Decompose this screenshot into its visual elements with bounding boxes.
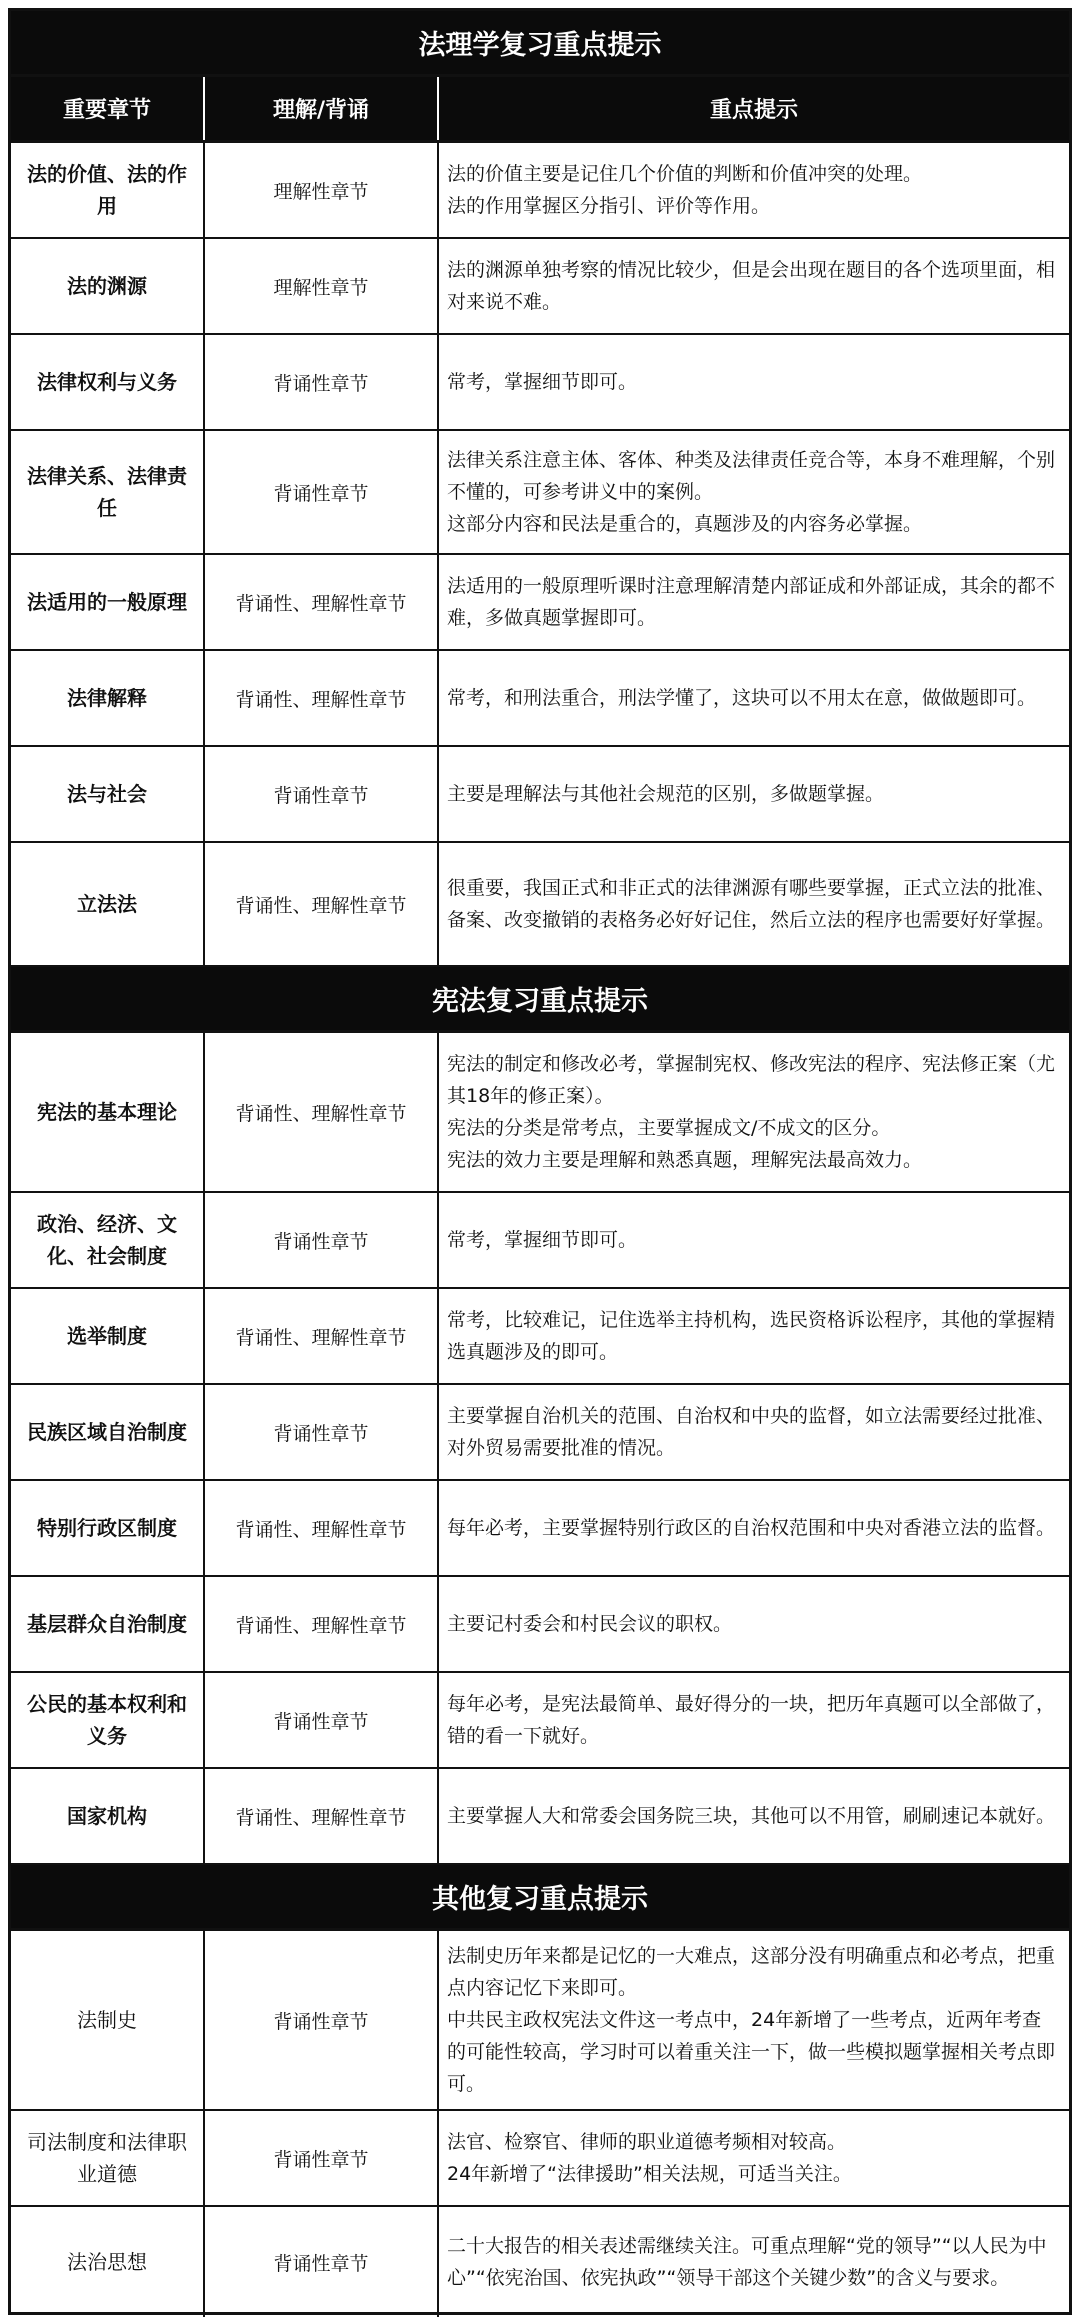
tips-cell: 每年必考，是宪法最简单、最好得分的一块，把历年真题可以全部做了，错的看一下就好。 [447, 1693, 1056, 1747]
table-row [11, 1769, 1069, 1865]
tips-cell: 法适用的一般原理听课时注意理解清楚内部证成和外部证成，其余的都不难，多做真题掌握即可。 [447, 575, 1056, 629]
type-cell: 背诵性章节 [205, 1673, 439, 1767]
table-row [11, 2207, 1069, 2317]
section-title: 宪法复习重点提示 [11, 967, 1069, 1033]
table-row [11, 1033, 1069, 1193]
table-row [11, 1289, 1069, 1385]
tips-cell: 二十大报告的相关表述需继续关注。可重点理解“党的领导”“以人民为中心”“依宪治国、依宪执政”“领导干部这个关键少数”的含义与要求。 [447, 2235, 1047, 2289]
review-table [8, 8, 1072, 2315]
tips-cell: 法官、检察官、律师的职业道德考频相对较高。 24年新增了“法律援助”相关法规，可适当关注。 [447, 2131, 852, 2185]
type-cell: 背诵性、理解性章节 [205, 1577, 439, 1671]
tips-cell: 主要记村委会和村民会议的职权。 [447, 1613, 733, 1635]
type-cell: 背诵性、理解性章节 [205, 555, 439, 649]
chapter-cell: 法制史 [11, 1931, 205, 2109]
chapter-cell: 选举制度 [11, 1289, 205, 1383]
tips-cell: 常考，比较难记，记住选举主持机构，选民资格诉讼程序，其他的掌握精选真题涉及的即可。 [447, 1309, 1056, 1363]
type-cell: 理解性章节 [205, 143, 439, 237]
tips-cell: 常考，和刑法重合，刑法学懂了，这块可以不用太在意，做做题即可。 [447, 687, 1037, 709]
chapter-cell: 法适用的一般原理 [11, 555, 205, 649]
table-row [11, 651, 1069, 747]
header-tips: 重点提示 [709, 98, 798, 123]
type-cell: 背诵性章节 [205, 335, 439, 429]
tips-cell: 主要是理解法与其他社会规范的区别，多做题掌握。 [447, 783, 885, 805]
type-cell: 背诵性章节 [205, 1931, 439, 2109]
type-cell: 背诵性、理解性章节 [205, 1481, 439, 1575]
chapter-cell: 法律解释 [11, 651, 205, 745]
table-row [11, 1577, 1069, 1673]
section-title: 其他复习重点提示 [11, 1865, 1069, 1931]
chapter-cell: 法的渊源 [11, 239, 205, 333]
table-row [11, 747, 1069, 843]
type-cell: 背诵性章节 [205, 431, 439, 553]
table-row [11, 1193, 1069, 1289]
chapter-cell: 法律关系、法律责任 [11, 431, 205, 553]
table-row [11, 239, 1069, 335]
type-cell: 背诵性、理解性章节 [205, 1769, 439, 1863]
chapter-cell: 法与社会 [11, 747, 205, 841]
header-chapter: 重要章节 [11, 77, 205, 140]
table-row [11, 1673, 1069, 1769]
chapter-cell: 国家机构 [11, 1769, 205, 1863]
chapter-cell: 法治思想 [11, 2207, 205, 2317]
type-cell: 背诵性章节 [205, 1385, 439, 1479]
chapter-cell: 特别行政区制度 [11, 1481, 205, 1575]
section-title: 法理学复习重点提示 [11, 11, 1069, 77]
chapter-cell: 基层群众自治制度 [11, 1577, 205, 1671]
header-row [11, 77, 1069, 143]
tips-cell: 常考，掌握细节即可。 [447, 371, 638, 393]
table-row [11, 431, 1069, 555]
tips-cell: 法的价值主要是记住几个价值的判断和价值冲突的处理。 法的作用掌握区分指引、评价等作用。 [447, 163, 923, 217]
type-cell: 背诵性、理解性章节 [205, 1289, 439, 1383]
chapter-cell: 法的价值、法的作用 [11, 143, 205, 237]
type-cell: 背诵性章节 [205, 1193, 439, 1287]
type-cell: 理解性章节 [205, 239, 439, 333]
table-row [11, 1385, 1069, 1481]
table-row [11, 1481, 1069, 1577]
tips-cell: 主要掌握人大和常委会国务院三块，其他可以不用管，刷刷速记本就好。 [447, 1805, 1056, 1827]
type-cell: 背诵性章节 [205, 2111, 439, 2205]
chapter-cell: 司法制度和法律职业道德 [11, 2111, 205, 2205]
tips-cell: 法律关系注意主体、客体、种类及法律责任竞合等，本身不难理解，个别不懂的，可参考讲义中的案例。 这部分内容和民法是重合的，真题涉及的内容务必掌握。 [447, 449, 1056, 535]
tips-cell: 宪法的制定和修改必考，掌握制宪权、修改宪法的程序、宪法修正案（尤其18年的修正案）。 宪法的分类是常考点，主要掌握成文/不成文的区分。 宪法的效力主要是理解和熟悉真题，理解宪法最高效力。 [447, 1053, 1056, 1171]
table-row [11, 2111, 1069, 2207]
chapter-cell: 公民的基本权利和义务 [11, 1673, 205, 1767]
header-type: 理解/背诵 [205, 77, 439, 140]
tips-cell: 主要掌握自治机关的范围、自治权和中央的监督，如立法需要经过批准、对外贸易需要批准的情况。 [447, 1405, 1056, 1459]
table-row [11, 843, 1069, 967]
table-row [11, 555, 1069, 651]
tips-cell: 每年必考，主要掌握特别行政区的自治权范围和中央对香港立法的监督。 [447, 1517, 1056, 1539]
tips-cell: 常考，掌握细节即可。 [447, 1229, 638, 1251]
table-row [11, 143, 1069, 239]
tips-cell: 法的渊源单独考察的情况比较少，但是会出现在题目的各个选项里面，相对来说不难。 [447, 259, 1056, 313]
chapter-cell: 法律权利与义务 [11, 335, 205, 429]
tips-cell: 法制史历年来都是记忆的一大难点，这部分没有明确重点和必考点，把重点内容记忆下来即可。 中共民主政权宪法文件这一考点中，24年新增了一些考点，近两年考查的可能性较高，学习时可以着重关注一下，做一些模拟题掌握相关考点即可。 [447, 1945, 1056, 2095]
type-cell: 背诵性章节 [205, 2207, 439, 2317]
table-row [11, 1931, 1069, 2111]
type-cell: 背诵性、理解性章节 [205, 1033, 439, 1191]
type-cell: 背诵性章节 [205, 747, 439, 841]
chapter-cell: 民族区域自治制度 [11, 1385, 205, 1479]
chapter-cell: 政治、经济、文化、社会制度 [11, 1193, 205, 1287]
type-cell: 背诵性、理解性章节 [205, 843, 439, 965]
table-row [11, 335, 1069, 431]
chapter-cell: 宪法的基本理论 [11, 1033, 205, 1191]
chapter-cell: 立法法 [11, 843, 205, 965]
type-cell: 背诵性、理解性章节 [205, 651, 439, 745]
tips-cell: 很重要，我国正式和非正式的法律渊源有哪些要掌握，正式立法的批准、备案、改变撤销的表格务必好好记住，然后立法的程序也需要好好掌握。 [447, 877, 1056, 931]
